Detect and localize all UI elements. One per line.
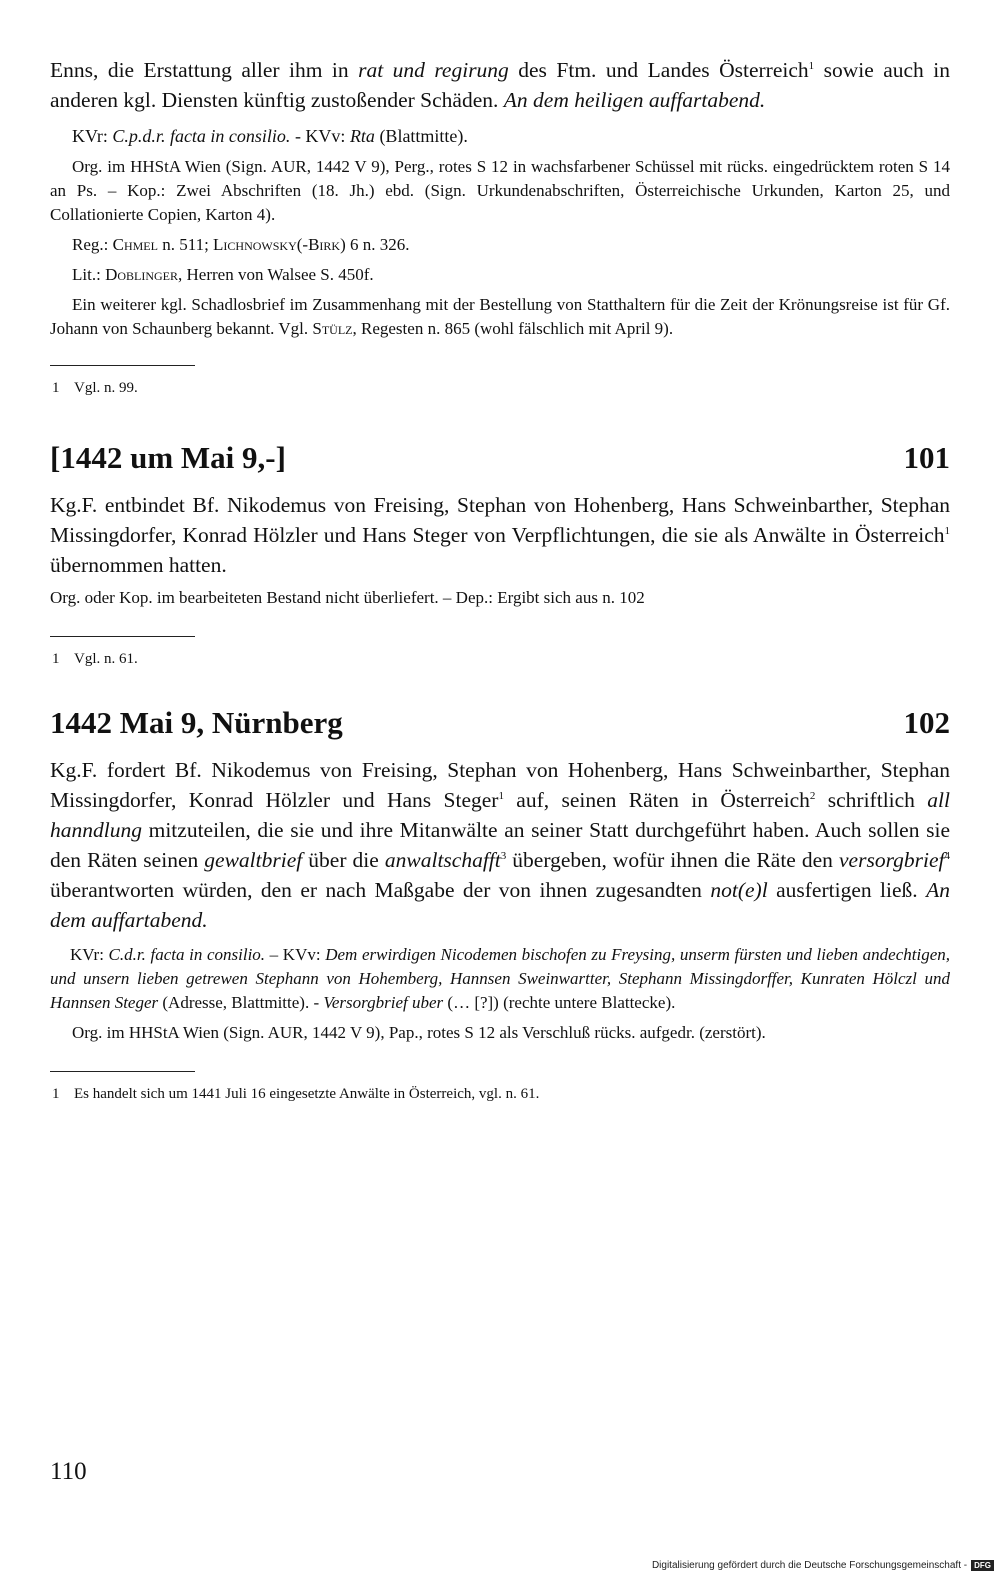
footer-text: Digitalisierung gefördert durch die Deutsche Forschungsgemeinschaft -: [651, 1560, 968, 1571]
original-source-note: Org. im HHStA Wien (Sign. AUR, 1442 V 9), Perg., rotes S 12 in wachsfarbener Schüssel mit rücks. eingedrücktem roten S 14 an Ps. – Kop.: Zwei Abschriften (18. Jh.) ebd. (Sign. Urkundenabschriften, Österreichische Urkunden, Karton 25, und Collationierte Copien, Karton 4).: [50, 157, 950, 224]
previous-entry-continuation: [50, 55, 950, 398]
original-source-note: Org. oder Kop. im bearbeiteten Bestand nicht überliefert. – Dep.: Ergibt sich aus n. 102: [50, 588, 645, 607]
footnote-ref: 1: [498, 789, 504, 802]
footnote-divider: [50, 365, 195, 366]
literature-note: Lit.: Doblinger, Herren von Walsee S. 450f.: [72, 265, 374, 284]
endorsement-note: KVr: C.p.d.r. facta in consilio. - KVv: Rta (Blattmitte).: [72, 126, 468, 146]
footnote: 1 Es handelt sich um 1441 Juli 16 eingesetzte Anwälte in Österreich, vgl. n. 61.: [52, 1086, 540, 1102]
entry-number: 101: [903, 440, 950, 475]
footnote-divider: [50, 1071, 195, 1072]
entry-summary: Kg.F. fordert Bf. Nikodemus von Freising, Stephan von Hohenberg, Hans Schweinbarther, Stephan Missingdorfer, Konrad Hölzler und Hans Steger$^1$ auf, seinen Räten in Österreich$^2$ schriftlich all hanndlung mitzuteilen, die sie und ihre Mitanwälte an seiner Statt durchgeführt haben. Auch sollen sie den Räten seinen gewaltbrief über die anwaltschafft$^3$ übergeben, wofür ihnen die Räte den versorgbrief$^4$ überantworten würden, den er nach Maßgabe der von ihnen zugesandten not(e)l ausfertigen ließ. An dem auffartabend.: [50, 758, 950, 932]
previous-entry-text: Enns, die Erstattung aller ihm in rat und regirung des Ftm. und Landes Österreich$^1$ sowie auch in anderen kgl. Diensten künftig zustoßender Schäden. An dem heiligen auffartabend.: [50, 58, 950, 112]
endorsement-note: KVr: C.d.r. facta in consilio. – KVv: Dem erwirdigen Nicodemen bischofen zu Freysing, unserm fürsten und lieben andechtigen, und unsern lieben getrewen Stephann von Hohemberg, Hannsen Sweinwartter, Stephann Missingdorffer, Kunraten Hölczl und Hannsen Steger (Adresse, Blattmitte). - Versorgbrief uber (… [?]) (rechte untere Blattecke).: [50, 945, 951, 1012]
footnote-ref: 3: [500, 849, 507, 862]
footnote-ref: 4: [944, 849, 950, 862]
footnote-divider: [50, 636, 195, 637]
page-number: 110: [50, 1458, 87, 1485]
entry-date: 1442 Mai 9, Nürnberg: [50, 705, 343, 740]
footnote: 1 Vgl. n. 61.: [52, 651, 138, 667]
entry-number: 102: [903, 705, 950, 740]
entry-101: [50, 440, 950, 669]
entry-date: [1442 um Mai 9,-]: [50, 440, 286, 475]
entry-heading: [50, 440, 950, 476]
dfg-logo-icon: DFG: [971, 1560, 994, 1571]
footnote-ref: 1: [944, 524, 950, 537]
regesta-note: Reg.: Chmel n. 511; Lichnowsky(-Birk) 6 n. 326.: [72, 235, 410, 254]
footnote-ref: 1: [808, 59, 815, 72]
commentary-note: Ein weiterer kgl. Schadlosbrief im Zusammenhang mit der Bestellung von Statthaltern für die Zeit der Krönungsreise ist für Gf. Johann von Schaunberg bekannt. Vgl. Stülz, Regesten n. 865 (wohl fälschlich mit April 9).: [50, 295, 950, 338]
footnote: 1 Vgl. n. 99.: [52, 380, 138, 396]
entry-summary: Kg.F. entbindet Bf. Nikodemus von Freising, Stephan von Hohenberg, Hans Schweinbarther, Stephan Missingdorfer, Konrad Hölzler und Hans Steger von Verpflichtungen, die sie als Anwälte in Österreich$^1$ übernommen hatten.: [50, 493, 950, 577]
entry-102: [50, 705, 950, 1104]
original-source-note: Org. im HHStA Wien (Sign. AUR, 1442 V 9), Pap., rotes S 12 als Verschluß rücks. aufgedr. (zerstört).: [72, 1023, 766, 1042]
entry-heading: [50, 705, 950, 741]
document-page: [50, 55, 950, 1104]
footnote-ref: 2: [809, 789, 816, 802]
digitization-footer: [652, 1560, 994, 1571]
